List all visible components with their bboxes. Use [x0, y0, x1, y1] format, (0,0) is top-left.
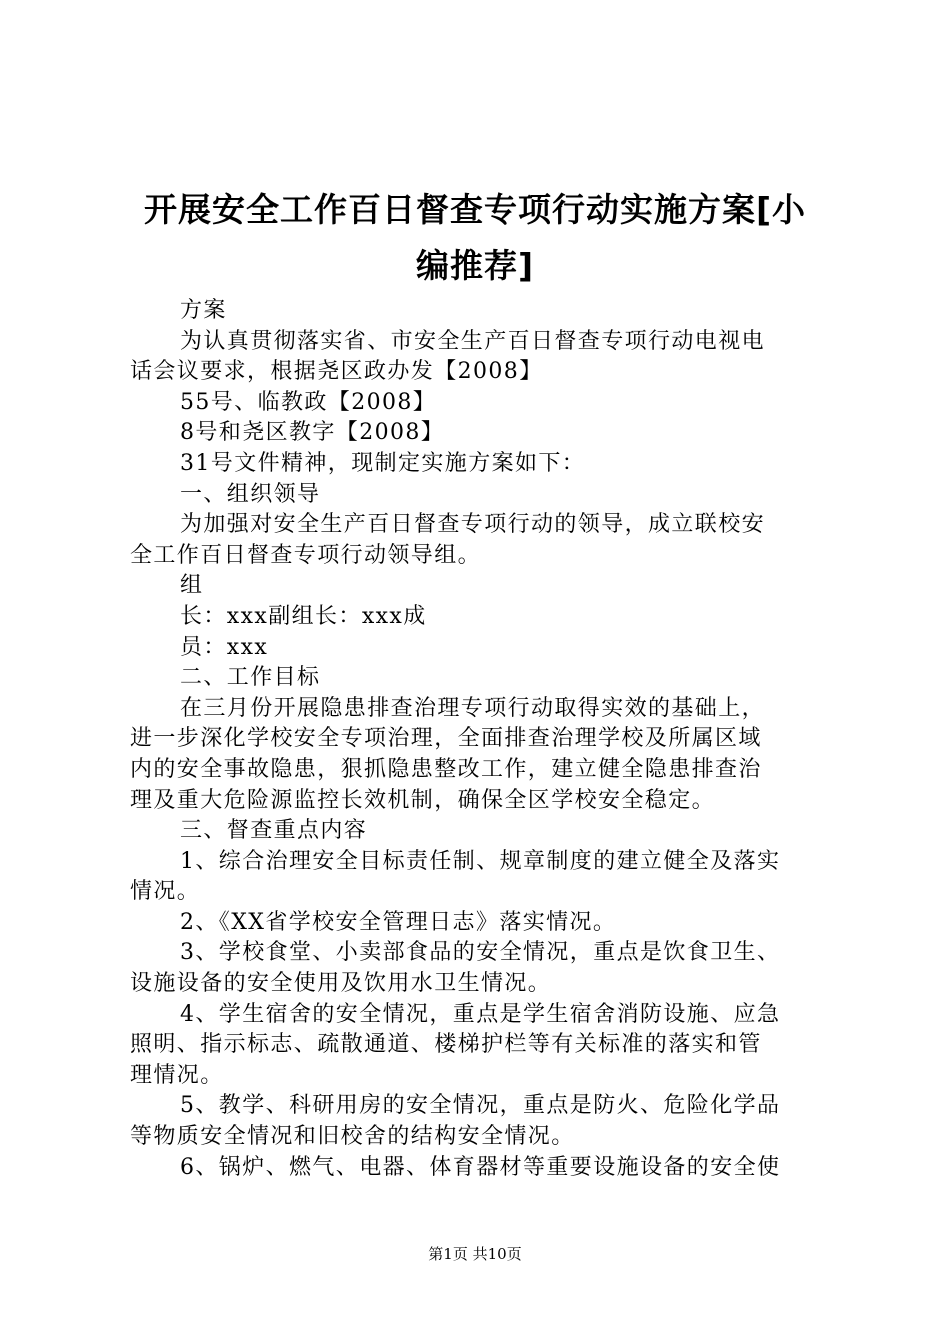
body-line: 为认真贯彻落实省、市安全生产百日督查专项行动电视电	[180, 328, 766, 354]
body-line: 方案	[180, 298, 227, 323]
list-item: 3、学校食堂、小卖部食品的安全情况，重点是饮食卫生、	[180, 940, 781, 966]
section-heading: 二、工作目标	[180, 665, 321, 691]
body-line: 组	[180, 573, 204, 599]
body-line: 等物质安全情况和旧校舍的结构安全情况。	[130, 1124, 575, 1150]
body-line: 照明、指示标志、疏散通道、楼梯护栏等有关标准的落实和管	[130, 1032, 762, 1058]
body-line: 话会议要求，根据尧区政办发【2008】	[130, 359, 543, 385]
list-item: 6、锅炉、燃气、电器、体育器材等重要设施设备的安全使	[180, 1154, 781, 1180]
document-body	[130, 296, 830, 1183]
body-line: 理情况。	[130, 1062, 224, 1088]
section-heading: 三、督查重点内容	[180, 818, 368, 844]
body-line: 进一步深化学校安全专项治理，全面排查治理学校及所属区域	[130, 726, 762, 752]
body-line: 长：xxx副组长：xxx成	[180, 603, 427, 629]
list-item: 5、教学、科研用房的安全情况，重点是防火、危险化学品	[180, 1093, 781, 1119]
body-line: 情况。	[130, 879, 201, 905]
body-line: 内的安全事故隐患，狠抓隐患整改工作，建立健全隐患排查治	[130, 756, 762, 782]
list-item: 1、综合治理安全目标责任制、规章制度的建立健全及落实	[180, 848, 781, 874]
body-line: 在三月份开展隐患排查治理专项行动取得实效的基础上，	[180, 695, 766, 721]
body-line: 为加强对安全生产百日督查专项行动的领导，成立联校安	[180, 512, 766, 538]
section-heading: 一、组织领导	[180, 481, 321, 507]
body-line: 员：xxx	[180, 634, 269, 660]
body-line: 全工作百日督查专项行动领导组。	[130, 542, 482, 568]
body-line: 8号和尧区教字【2008】	[180, 420, 445, 446]
body-line: 55号、临教政【2008】	[180, 389, 437, 415]
body-line: 理及重大危险源监控长效机制，确保全区学校安全稳定。	[130, 787, 716, 813]
body-line: 设施设备的安全使用及饮用水卫生情况。	[130, 971, 552, 997]
list-item: 4、学生宿舍的安全情况，重点是学生宿舍消防设施、应急	[180, 1001, 781, 1027]
document-title-line-2: 编推荐]	[415, 246, 535, 285]
page-number-footer: 第1页 共10页	[428, 1245, 522, 1263]
document-title-line-1: 开展安全工作百日督查专项行动实施方案[小	[143, 190, 807, 229]
body-line: 31号文件精神，现制定实施方案如下：	[180, 450, 586, 476]
list-item: 2、《XX省学校安全管理日志》落实情况。	[180, 909, 617, 935]
